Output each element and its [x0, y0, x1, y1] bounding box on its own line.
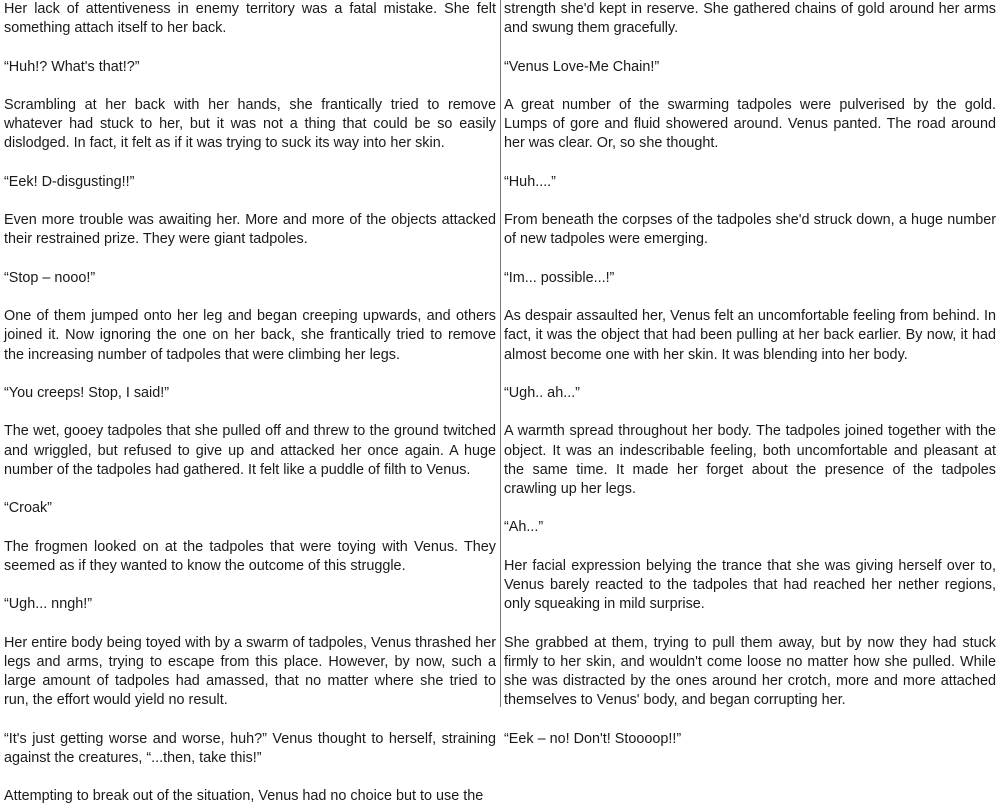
paragraph: The frogmen looked on at the tadpoles that were toying with Venus. They seemed as if they wanted to know the outcome of this struggle.: [4, 538, 496, 574]
column-divider: [500, 0, 501, 707]
dialogue-line: “Ugh.. ah...”: [504, 384, 580, 401]
dialogue-line: “You creeps! Stop, I said!”: [4, 384, 170, 401]
left-text-column: [4, 0, 496, 805]
dialogue-line: “Im... possible...!”: [504, 269, 615, 286]
paragraph: The wet, gooey tadpoles that she pulled off and threw to the ground twitched and wriggled, but refused to give up and attacked her once again. A huge number of the tadpoles had gathered. It felt like a puddle of filth to Venus.: [4, 423, 496, 478]
dialogue-line: “Croak”: [4, 500, 52, 517]
paragraph: A warmth spread throughout her body. The tadpoles joined together with the object. It was an indescribable feeling, both uncomfortable and pleasant at the same time. It made her forget about the presence of the tadpoles crawling up her legs.: [504, 423, 996, 497]
paragraph: She grabbed at them, trying to pull them away, but by now they had stuck firmly to her skin, and wouldn't come loose no matter how she pulled. While she was distracted by the ones around her crotch, more and more attached themselves to Venus' body, and began corrupting her.: [504, 634, 996, 709]
paragraph: One of them jumped onto her leg and began creeping upwards, and others joined it. Now ignoring the one on her back, she frantically tried to remove the increasing number of tadpoles that were climbing her legs.: [4, 308, 496, 363]
dialogue-line: “Huh....”: [504, 173, 556, 190]
paragraph: Even more trouble was awaiting her. More and more of the objects attacked their restrained prize. They were giant tadpoles.: [4, 212, 496, 248]
paragraph: Her facial expression belying the trance that she was giving herself over to, Venus barely reacted to the tadpoles that had reached her nether regions, only squeaking in mild surprise.: [504, 557, 996, 613]
paragraph: As despair assaulted her, Venus felt an uncomfortable feeling from behind. In fact, it was the object that had been pulling at her back earlier. By now, it had almost become one with her skin. It was blending into her body.: [504, 308, 996, 363]
dialogue-line: “Ugh... nngh!”: [4, 596, 92, 613]
paragraph: Attempting to break out of the situation, Venus had no choice but to use the: [4, 788, 484, 805]
dialogue-line: “Ah...”: [504, 519, 544, 536]
paragraph: A great number of the swarming tadpoles were pulverised by the gold. Lumps of gore and fluid showered around. Venus panted. The road around her was clear. Or, so she thought.: [504, 96, 996, 152]
paragraph: Scrambling at her back with her hands, she frantically tried to remove whatever had stuck to her, but it was not a thing that could be so easily dislodged. In fact, it felt as if it was trying to suck its way into her skin.: [4, 96, 496, 152]
paragraph: Her lack of attentiveness in enemy territory was a fatal mistake. She felt something attach itself to her back.: [4, 1, 496, 37]
paragraph: “It's just getting worse and worse, huh?” Venus thought to herself, straining against the creatures, “...then, take this!”: [4, 730, 496, 766]
dialogue-line: “Eek – no! Don't! Stoooop!!”: [504, 730, 682, 747]
dialogue-line: “Huh!? What's that!?”: [4, 58, 140, 75]
paragraph: strength she'd kept in reserve. She gathered chains of gold around her arms and swung them gracefully.: [504, 1, 996, 37]
paragraph: Her entire body being toyed with by a swarm of tadpoles, Venus thrashed her legs and arms, trying to escape from this place. However, by now, such a large amount of tadpoles had amassed, that no matter where she tried to run, the effort would yield no result.: [4, 634, 496, 709]
paragraph: From beneath the corpses of the tadpoles she'd struck down, a huge number of new tadpoles were emerging.: [504, 212, 996, 248]
dialogue-line: “Venus Love-Me Chain!”: [504, 58, 660, 75]
right-text-column: [504, 0, 996, 747]
dialogue-line: “Eek! D-disgusting!!”: [4, 173, 135, 190]
dialogue-line: “Stop – nooo!”: [4, 269, 96, 286]
